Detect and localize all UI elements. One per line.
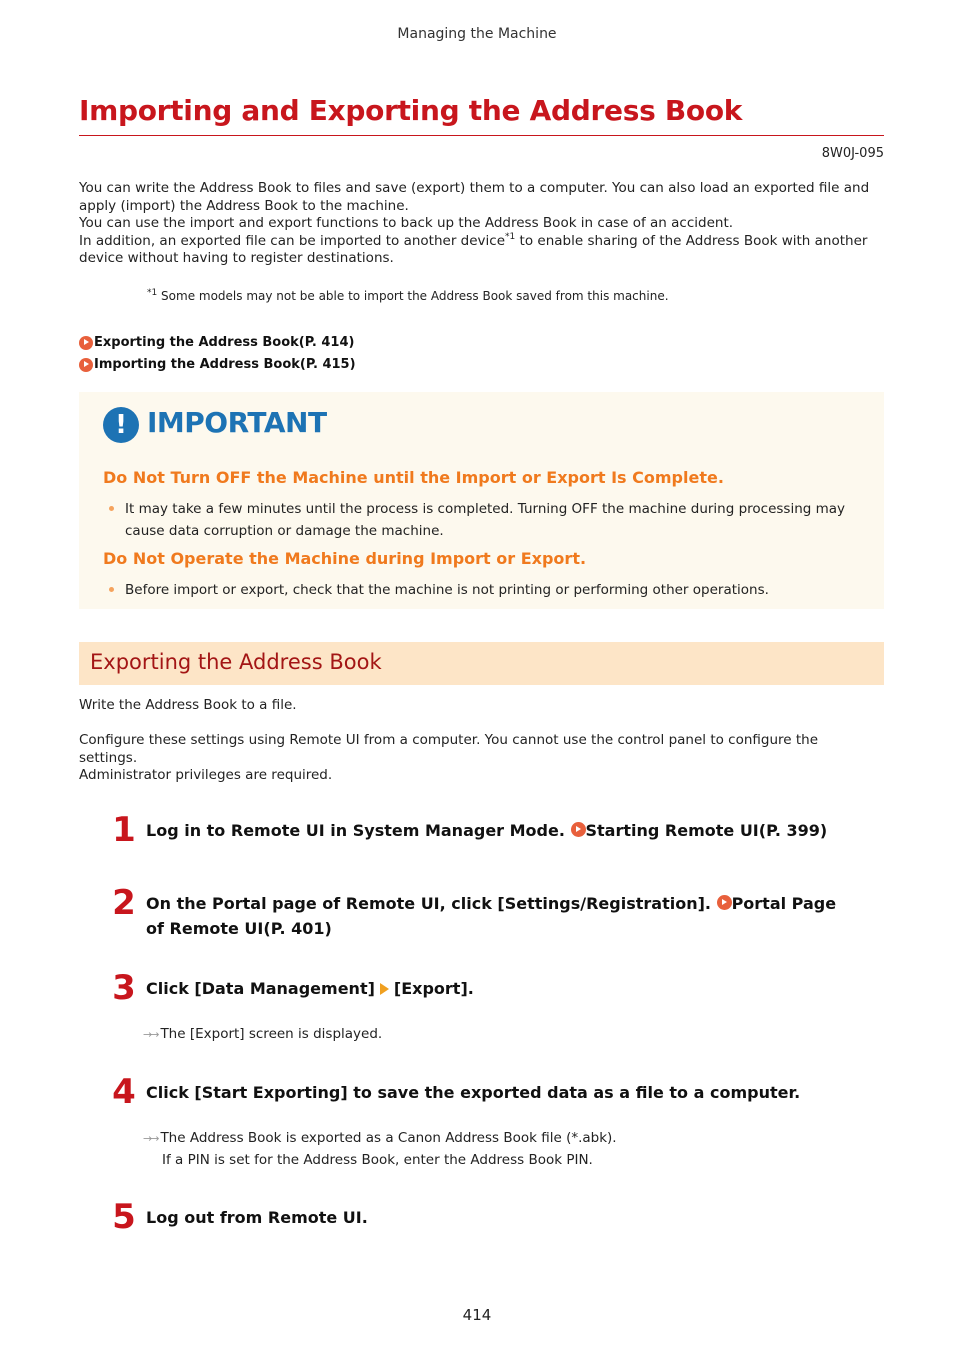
step-3-text	[146, 976, 846, 1001]
intro-paragraph-2: You can use the import and export functions to back up the Address Book in case of an accident.	[79, 215, 734, 231]
step-4-result-note: If a PIN is set for the Address Book, enter the Address Book PIN.	[162, 1152, 593, 1168]
result-text: The [Export] screen is displayed.	[160, 1026, 383, 1042]
link-arrow-icon	[79, 336, 93, 350]
step-instruction-a: Click [Data Management]	[146, 979, 375, 998]
important-bullet-1: It may take a few minutes until the process is completed. Turning OFF the machine during processing may cause data corruption or damage the machine.	[125, 501, 846, 539]
step-instruction: Log in to Remote UI in System Manager Mode.	[146, 821, 571, 840]
section-description: Write the Address Book to a file.	[79, 697, 297, 713]
important-heading-2: Do Not Operate the Machine during Import or Export.	[103, 549, 587, 568]
step-instruction: On the Portal page of Remote UI, click [Settings/Registration].	[146, 894, 717, 913]
step-instruction-b: [Export].	[393, 979, 474, 998]
page-number: 414	[462, 1306, 492, 1324]
link-arrow-icon	[571, 822, 586, 837]
step-3-result	[143, 1023, 382, 1046]
step-4-result	[143, 1127, 617, 1150]
document-id: 8W0J-095	[821, 146, 884, 161]
section-notes	[79, 732, 879, 785]
footnote	[147, 289, 669, 303]
intro-p3-start: In addition, an exported file can be imported to another device	[79, 232, 506, 249]
link-importing[interactable]	[79, 357, 356, 372]
link-arrow-icon	[79, 358, 93, 372]
step-number: 3	[112, 968, 136, 1008]
step-number: 1	[112, 810, 136, 850]
footnote-mark: *1	[147, 288, 158, 298]
intro-paragraph-1: You can write the Address Book to files and save (export) them to a computer. You can also load an exported file and apply (import) the Address Book to the machine.	[79, 180, 870, 214]
link-arrow-icon	[717, 895, 732, 910]
intro-paragraph-3	[79, 233, 885, 268]
bullet-icon	[109, 587, 114, 592]
intro-p3-end: to enable sharing of the Address Book with another device without having to register destinations.	[79, 232, 868, 266]
step-link[interactable]	[571, 821, 828, 840]
exclamation-icon: !	[103, 407, 139, 443]
step-1-text	[146, 818, 846, 843]
result-arrow-icon: →→	[143, 1132, 158, 1145]
result-arrow-icon: →→	[143, 1028, 158, 1041]
step-link-label: Starting Remote UI(P. 399)	[585, 821, 828, 840]
step-number: 4	[112, 1072, 136, 1112]
title-underline	[79, 135, 884, 136]
link-label: Exporting the Address Book(P. 414)	[94, 335, 355, 350]
important-label: IMPORTANT	[147, 406, 327, 439]
page-title: Importing and Exporting the Address Book	[79, 94, 743, 127]
section-note-1: Configure these settings using Remote UI from a computer. You cannot use the control panel to configure the settings.	[79, 732, 819, 766]
step-number: 2	[112, 883, 136, 923]
important-heading-1: Do Not Turn OFF the Machine until the Import or Export Is Complete.	[103, 468, 724, 487]
link-label: Importing the Address Book(P. 415)	[94, 357, 356, 372]
result-text: The Address Book is exported as a Canon Address Book file (*.abk).	[160, 1130, 617, 1146]
section-title: Exporting the Address Book	[90, 650, 382, 674]
menu-arrow-icon	[380, 983, 389, 995]
footnote-ref: *1	[505, 231, 516, 242]
step-5-text: Log out from Remote UI.	[146, 1208, 368, 1227]
step-4-text: Click [Start Exporting] to save the exported data as a file to a computer.	[146, 1083, 801, 1102]
step-link-label: Portal Page of Remote UI(P. 401)	[146, 894, 837, 938]
footnote-text: Some models may not be able to import the Address Book saved from this machine.	[157, 289, 669, 303]
link-exporting[interactable]	[79, 335, 354, 350]
intro-text	[79, 180, 885, 268]
running-header: Managing the Machine	[397, 26, 557, 42]
bullet-icon	[109, 506, 114, 511]
section-note-2: Administrator privileges are required.	[79, 767, 333, 783]
step-number: 5	[112, 1197, 136, 1237]
important-bullet-2: Before import or export, check that the machine is not printing or performing other operations.	[125, 582, 769, 598]
step-2-text	[146, 891, 846, 941]
